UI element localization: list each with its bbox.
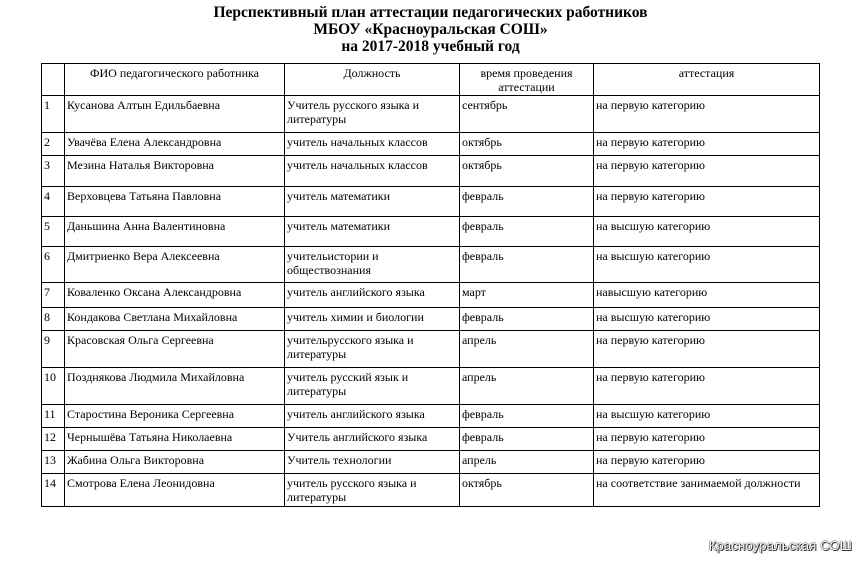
table-row [42, 133, 820, 156]
cell-attestation: на первую категорию [594, 187, 820, 217]
cell-position: учитель начальных классов [285, 133, 460, 156]
cell-time: февраль [460, 308, 594, 331]
cell-position: Учитель технологии [285, 451, 460, 474]
header-attestation: аттестация [594, 64, 820, 96]
cell-name: Верховцева Татьяна Павловна [65, 187, 285, 217]
cell-name: Дмитриенко Вера Алексеевна [65, 247, 285, 283]
cell-number: 6 [42, 247, 65, 283]
title-line-2: МБОУ «Красноуральская СОШ» [313, 21, 548, 38]
cell-time: февраль [460, 247, 594, 283]
cell-position: учительрусского языка и литературы [285, 331, 460, 368]
cell-attestation: на первую категорию [594, 368, 820, 405]
cell-number: 1 [42, 96, 65, 133]
table-row [42, 474, 820, 507]
cell-position: учитель русский язык и литературы [285, 368, 460, 405]
cell-number: 7 [42, 283, 65, 308]
cell-attestation: на высшую категорию [594, 308, 820, 331]
cell-attestation: на первую категорию [594, 96, 820, 133]
cell-number: 11 [42, 405, 65, 428]
cell-time: апрель [460, 368, 594, 405]
cell-name: Старостина Вероника Сергеевна [65, 405, 285, 428]
cell-number: 14 [42, 474, 65, 507]
cell-attestation: на высшую категорию [594, 247, 820, 283]
cell-position: учитель английского языка [285, 283, 460, 308]
cell-attestation: на первую категорию [594, 133, 820, 156]
cell-number: 2 [42, 133, 65, 156]
cell-number: 4 [42, 187, 65, 217]
cell-position: Учитель английского языка [285, 428, 460, 451]
table-row [42, 405, 820, 428]
table-row [42, 368, 820, 405]
document-title [0, 4, 861, 55]
cell-name: Коваленко Оксана Александровна [65, 283, 285, 308]
header-position: Должность [285, 64, 460, 96]
cell-name: Даньшина Анна Валентиновна [65, 217, 285, 247]
cell-name: Мезина Наталья Викторовна [65, 156, 285, 187]
cell-attestation: на первую категорию [594, 156, 820, 187]
cell-attestation: на соответствие занимаемой должности [594, 474, 820, 507]
table-row [42, 283, 820, 308]
cell-time: апрель [460, 331, 594, 368]
cell-position: учитель русского языка и литературы [285, 474, 460, 507]
cell-number: 10 [42, 368, 65, 405]
cell-name: Красовская Ольга Сергеевна [65, 331, 285, 368]
cell-position: Учитель русского языка и литературы [285, 96, 460, 133]
header-number [42, 64, 65, 96]
cell-name: Жабина Ольга Викторовна [65, 451, 285, 474]
attestation-table [41, 63, 820, 507]
table-row [42, 217, 820, 247]
cell-attestation: на высшую категорию [594, 217, 820, 247]
table-row [42, 156, 820, 187]
cell-name: Чернышёва Татьяна Николаевна [65, 428, 285, 451]
cell-name: Позднякова Людмила Михайловна [65, 368, 285, 405]
cell-attestation: навысшую категорию [594, 283, 820, 308]
table-header-row [42, 64, 820, 96]
title-line-1: Перспективный план аттестации педагогических работников [213, 4, 648, 21]
table-row [42, 247, 820, 283]
table-row [42, 96, 820, 133]
table-row [42, 331, 820, 368]
cell-time: сентябрь [460, 96, 594, 133]
cell-number: 8 [42, 308, 65, 331]
table-row [42, 187, 820, 217]
cell-name: Смотрова Елена Леонидовна [65, 474, 285, 507]
cell-position: учитель химии и биологии [285, 308, 460, 331]
cell-number: 3 [42, 156, 65, 187]
table-row [42, 308, 820, 331]
cell-time: октябрь [460, 133, 594, 156]
cell-time: февраль [460, 217, 594, 247]
table-row [42, 451, 820, 474]
cell-name: Кондакова Светлана Михайловна [65, 308, 285, 331]
cell-position: учитель начальных классов [285, 156, 460, 187]
cell-name: Кусанова Алтын Едильбаевна [65, 96, 285, 133]
header-time: время проведения аттестации [460, 64, 594, 96]
cell-time: февраль [460, 428, 594, 451]
cell-attestation: на первую категорию [594, 428, 820, 451]
cell-number: 9 [42, 331, 65, 368]
title-line-3: на 2017-2018 учебный год [341, 38, 520, 55]
cell-name: Увачёва Елена Александровна [65, 133, 285, 156]
cell-time: февраль [460, 405, 594, 428]
cell-time: март [460, 283, 594, 308]
cell-attestation: на первую категорию [594, 451, 820, 474]
cell-time: октябрь [460, 474, 594, 507]
cell-number: 12 [42, 428, 65, 451]
cell-attestation: на первую категорию [594, 331, 820, 368]
header-name: ФИО педагогического работника [65, 64, 285, 96]
cell-position: учитель математики [285, 217, 460, 247]
cell-time: февраль [460, 187, 594, 217]
cell-time: октябрь [460, 156, 594, 187]
cell-position: учительистории и обществознания [285, 247, 460, 283]
cell-position: учитель математики [285, 187, 460, 217]
cell-number: 13 [42, 451, 65, 474]
cell-time: апрель [460, 451, 594, 474]
cell-position: учитель английского языка [285, 405, 460, 428]
cell-number: 5 [42, 217, 65, 247]
table-row [42, 428, 820, 451]
cell-attestation: на высшую категорию [594, 405, 820, 428]
watermark: Красноуральская СОШ [708, 538, 852, 553]
